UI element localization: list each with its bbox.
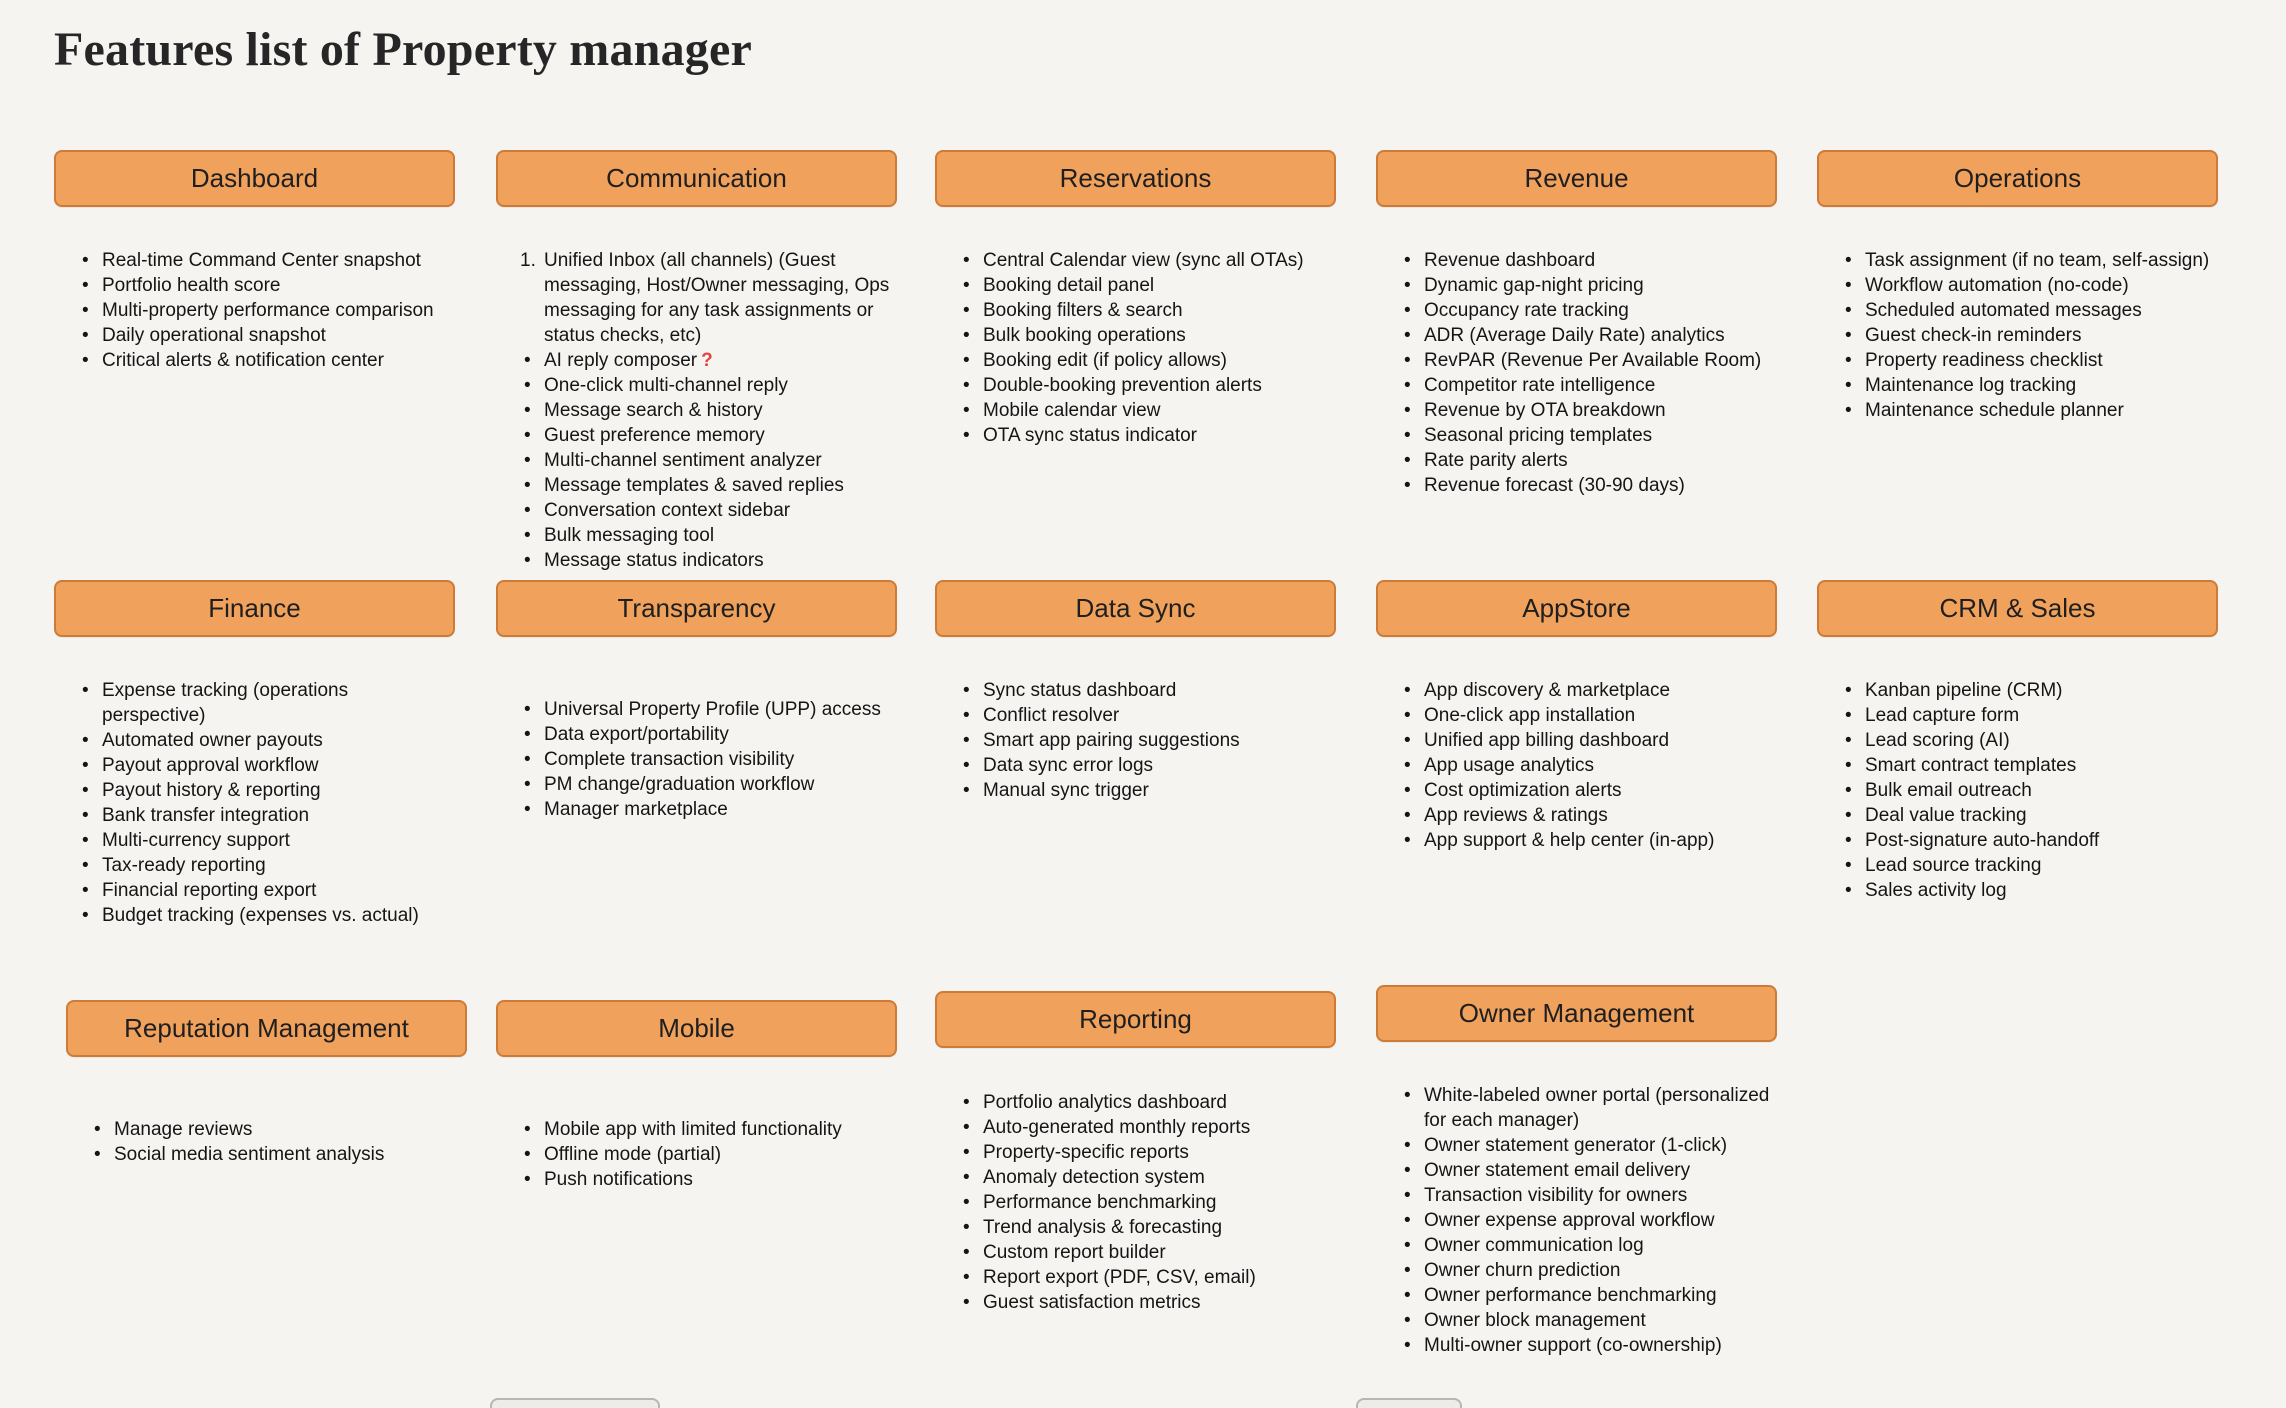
feature-item: • Seasonal pricing templates	[1376, 423, 1777, 448]
feature-item: • Occupancy rate tracking	[1376, 298, 1777, 323]
feature-item: • App discovery & marketplace	[1376, 678, 1777, 703]
category-title: Operations	[1953, 163, 2082, 193]
category-revenue	[1376, 150, 1777, 498]
feature-list-data-sync	[935, 678, 1336, 803]
feature-item: • Lead capture form	[1817, 703, 2218, 728]
category-operations	[1817, 150, 2218, 423]
feature-item: • Owner churn prediction	[1376, 1258, 1777, 1283]
feature-item: • Data sync error logs	[935, 753, 1336, 778]
category-title: AppStore	[1522, 593, 1631, 623]
feature-item: • Auto-generated monthly reports	[935, 1115, 1336, 1140]
feature-item: • Central Calendar view (sync all OTAs)	[935, 248, 1336, 273]
category-transparency	[496, 580, 897, 822]
feature-item: • Anomaly detection system	[935, 1165, 1336, 1190]
feature-item: • Smart app pairing suggestions	[935, 728, 1336, 753]
feature-item: • Revenue dashboard	[1376, 248, 1777, 273]
feature-item: • Maintenance log tracking	[1817, 373, 2218, 398]
feature-list-owner-management	[1376, 1083, 1777, 1358]
category-header-data-sync[interactable]	[935, 580, 1336, 637]
feature-item: • Bulk email outreach	[1817, 778, 2218, 803]
red-question-icon: ?	[701, 350, 713, 371]
feature-item: • OTA sync status indicator	[935, 423, 1336, 448]
category-header-owner-management[interactable]	[1376, 985, 1777, 1042]
feature-item: • Expense tracking (operations perspective)	[54, 678, 455, 728]
feature-text: AI reply composer	[544, 350, 698, 371]
category-mobile	[496, 1000, 897, 1192]
feature-item: • Message templates & saved replies	[496, 473, 897, 498]
feature-item: • Push notifications	[496, 1167, 897, 1192]
feature-item: • Maintenance schedule planner	[1817, 398, 2218, 423]
feature-item: • Automated owner payouts	[54, 728, 455, 753]
feature-item: • Bulk messaging tool	[496, 523, 897, 548]
feature-item: • Lead source tracking	[1817, 853, 2218, 878]
feature-item: • Performance benchmarking	[935, 1190, 1336, 1215]
feature-item: • Multi-owner support (co-ownership)	[1376, 1333, 1777, 1358]
feature-item: • Portfolio health score	[54, 273, 455, 298]
feature-item: • Rate parity alerts	[1376, 448, 1777, 473]
feature-list-dashboard	[54, 248, 455, 373]
category-title: Transparency	[617, 593, 776, 623]
feature-list-finance	[54, 678, 455, 928]
feature-list-transparency	[496, 697, 897, 822]
feature-item: • One-click app installation	[1376, 703, 1777, 728]
feature-item: • Manager marketplace	[496, 797, 897, 822]
feature-item: • Guest preference memory	[496, 423, 897, 448]
feature-item: • Message status indicators	[496, 548, 897, 573]
feature-item: • Mobile calendar view	[935, 398, 1336, 423]
feature-item: • Transaction visibility for owners	[1376, 1183, 1777, 1208]
category-finance	[54, 580, 455, 928]
feature-item: • Property readiness checklist	[1817, 348, 2218, 373]
feature-item: • Manage reviews	[66, 1117, 467, 1142]
feature-list-reporting	[935, 1090, 1336, 1315]
feature-list-operations	[1817, 248, 2218, 423]
category-header-reporting[interactable]	[935, 991, 1336, 1048]
category-appstore	[1376, 580, 1777, 853]
feature-item: • Cost optimization alerts	[1376, 778, 1777, 803]
category-reservations	[935, 150, 1336, 448]
feature-item: • Manual sync trigger	[935, 778, 1336, 803]
feature-list-revenue	[1376, 248, 1777, 498]
feature-item: • Portfolio analytics dashboard	[935, 1090, 1336, 1115]
feature-item: • Smart contract templates	[1817, 753, 2218, 778]
feature-item: • Owner statement generator (1-click)	[1376, 1133, 1777, 1158]
feature-item: • Universal Property Profile (UPP) access	[496, 697, 897, 722]
feature-item: • Revenue by OTA breakdown	[1376, 398, 1777, 423]
feature-item: • Mobile app with limited functionality	[496, 1117, 897, 1142]
category-dashboard	[54, 150, 455, 373]
feature-item: • Bulk booking operations	[935, 323, 1336, 348]
feature-item: • Conflict resolver	[935, 703, 1336, 728]
category-title: Communication	[606, 163, 787, 193]
feature-item: • Booking filters & search	[935, 298, 1336, 323]
feature-item: • Report export (PDF, CSV, email)	[935, 1265, 1336, 1290]
feature-item: • Owner statement email delivery	[1376, 1158, 1777, 1183]
feature-list-crm-sales	[1817, 678, 2218, 903]
feature-item: • Bank transfer integration	[54, 803, 455, 828]
feature-item: • Double-booking prevention alerts	[935, 373, 1336, 398]
category-reputation-management	[66, 1000, 467, 1167]
feature-item: • Booking detail panel	[935, 273, 1336, 298]
feature-item: • Tax-ready reporting	[54, 853, 455, 878]
category-title: Mobile	[658, 1013, 735, 1043]
feature-item	[496, 348, 897, 373]
page-title: Features list of Property manager	[54, 23, 752, 76]
category-header-reputation-management[interactable]	[66, 1000, 467, 1057]
category-header-communication[interactable]	[496, 150, 897, 207]
feature-item: • Payout history & reporting	[54, 778, 455, 803]
feature-item: • Trend analysis & forecasting	[935, 1215, 1336, 1240]
feature-item: • Financial reporting export	[54, 878, 455, 903]
category-reporting	[935, 991, 1336, 1315]
cutoff-shape	[490, 1398, 660, 1408]
feature-item: • Deal value tracking	[1817, 803, 2218, 828]
category-title: Data Sync	[1075, 593, 1196, 623]
category-header-transparency[interactable]	[496, 580, 897, 637]
feature-item: • Sales activity log	[1817, 878, 2218, 903]
feature-item: • One-click multi-channel reply	[496, 373, 897, 398]
feature-item: • Booking edit (if policy allows)	[935, 348, 1336, 373]
feature-item: • Guest satisfaction metrics	[935, 1290, 1336, 1315]
feature-item: • Task assignment (if no team, self-assign)	[1817, 248, 2218, 273]
category-header-reservations[interactable]	[935, 150, 1336, 207]
feature-list-mobile	[496, 1117, 897, 1192]
feature-item: • Competitor rate intelligence	[1376, 373, 1777, 398]
feature-item: • Social media sentiment analysis	[66, 1142, 467, 1167]
feature-item: • Owner performance benchmarking	[1376, 1283, 1777, 1308]
feature-item: • Scheduled automated messages	[1817, 298, 2218, 323]
category-title: Reputation Management	[124, 1013, 409, 1043]
feature-list-communication	[496, 248, 897, 573]
feature-item: • Property-specific reports	[935, 1140, 1336, 1165]
feature-item: • Lead scoring (AI)	[1817, 728, 2218, 753]
feature-item: • Multi-currency support	[54, 828, 455, 853]
feature-item: • Post-signature auto-handoff	[1817, 828, 2218, 853]
category-title: Revenue	[1524, 163, 1629, 193]
feature-item: • Offline mode (partial)	[496, 1142, 897, 1167]
feature-item: • Custom report builder	[935, 1240, 1336, 1265]
category-owner-management	[1376, 985, 1777, 1358]
category-title: Dashboard	[190, 163, 319, 193]
cutoff-shape	[1356, 1398, 1462, 1408]
feature-item: • Payout approval workflow	[54, 753, 455, 778]
feature-item: • Conversation context sidebar	[496, 498, 897, 523]
category-data-sync	[935, 580, 1336, 803]
category-title: Reservations	[1059, 163, 1212, 193]
feature-item: 1. Unified Inbox (all channels) (Guest messaging, Host/Owner messaging, Ops messaging for any task assignments or status checks, etc)	[496, 248, 897, 348]
feature-item: • Unified app billing dashboard	[1376, 728, 1777, 753]
category-title: Owner Management	[1458, 998, 1695, 1028]
category-header-operations[interactable]	[1817, 150, 2218, 207]
feature-item: • App reviews & ratings	[1376, 803, 1777, 828]
feature-item: • Guest check-in reminders	[1817, 323, 2218, 348]
category-header-mobile[interactable]	[496, 1000, 897, 1057]
feature-item: • Critical alerts & notification center	[54, 348, 455, 373]
feature-list-reputation-management	[66, 1117, 467, 1167]
feature-item: • Budget tracking (expenses vs. actual)	[54, 903, 455, 928]
feature-item: • Daily operational snapshot	[54, 323, 455, 348]
category-header-crm-sales[interactable]	[1817, 580, 2218, 637]
feature-item: • App support & help center (in-app)	[1376, 828, 1777, 853]
feature-item: • Complete transaction visibility	[496, 747, 897, 772]
category-header-revenue[interactable]	[1376, 150, 1777, 207]
feature-item: • Dynamic gap-night pricing	[1376, 273, 1777, 298]
feature-item: • White-labeled owner portal (personalized for each manager)	[1376, 1083, 1777, 1133]
category-header-finance[interactable]	[54, 580, 455, 637]
feature-item: • App usage analytics	[1376, 753, 1777, 778]
feature-list-reservations	[935, 248, 1336, 448]
category-title: CRM & Sales	[1939, 593, 2096, 623]
feature-item: • Sync status dashboard	[935, 678, 1336, 703]
category-title: Reporting	[1079, 1004, 1192, 1034]
category-crm-sales	[1817, 580, 2218, 903]
feature-item: • Multi-property performance comparison	[54, 298, 455, 323]
feature-item: • Owner block management	[1376, 1308, 1777, 1333]
feature-item: • Kanban pipeline (CRM)	[1817, 678, 2218, 703]
feature-item: • Revenue forecast (30-90 days)	[1376, 473, 1777, 498]
feature-item: • Owner communication log	[1376, 1233, 1777, 1258]
category-communication	[496, 150, 897, 573]
feature-item: • Data export/portability	[496, 722, 897, 747]
category-title: Finance	[208, 593, 301, 623]
feature-item: • ADR (Average Daily Rate) analytics	[1376, 323, 1777, 348]
feature-item: • Message search & history	[496, 398, 897, 423]
category-header-dashboard[interactable]	[54, 150, 455, 207]
category-header-appstore[interactable]	[1376, 580, 1777, 637]
feature-item: • RevPAR (Revenue Per Available Room)	[1376, 348, 1777, 373]
feature-item: • Real-time Command Center snapshot	[54, 248, 455, 273]
feature-list-appstore	[1376, 678, 1777, 853]
feature-item: • Multi-channel sentiment analyzer	[496, 448, 897, 473]
feature-item: • PM change/graduation workflow	[496, 772, 897, 797]
feature-item: • Owner expense approval workflow	[1376, 1208, 1777, 1233]
feature-item: • Workflow automation (no-code)	[1817, 273, 2218, 298]
